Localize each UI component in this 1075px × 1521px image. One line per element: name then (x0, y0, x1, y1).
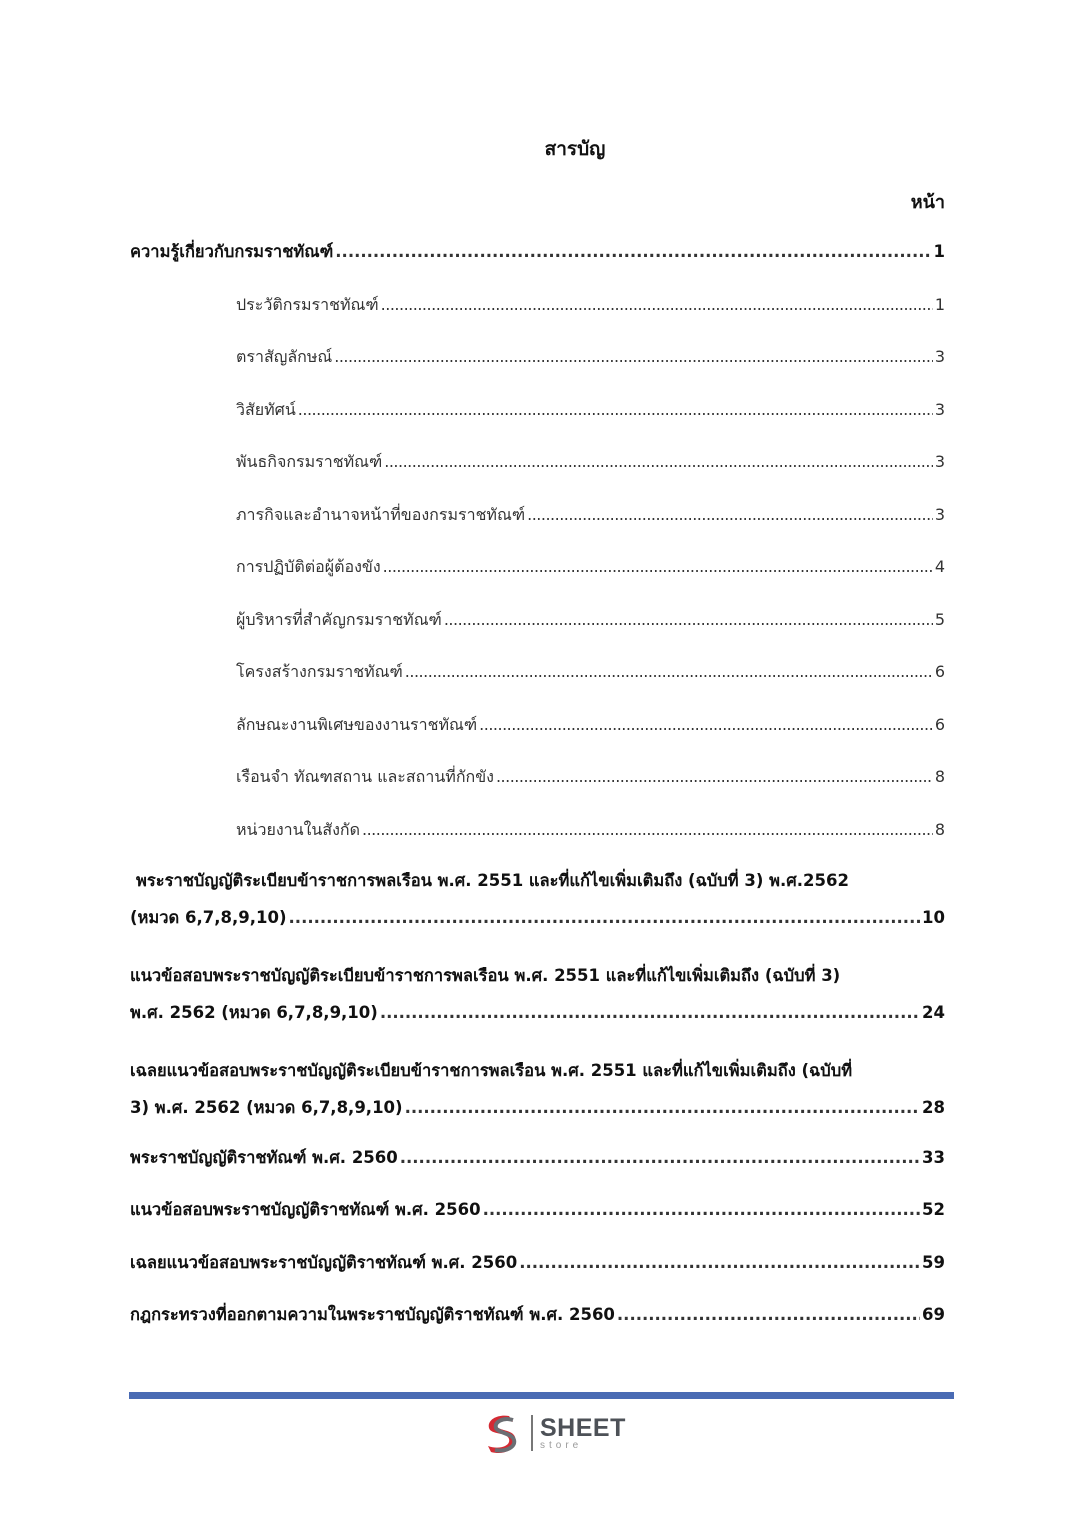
toc-entry-page: 28 (922, 1097, 945, 1117)
toc-entry-title-line2: พ.ศ. 2562 (หมวด 6,7,8,9,10) (130, 1002, 378, 1022)
toc-entry-page: 52 (922, 1200, 945, 1219)
toc-title: สารบัญ (544, 138, 606, 160)
toc-entry-multiline (130, 957, 945, 1031)
toc-entry-title: กฎกระทรวงที่ออกตามความในพระราชบัญญัติราชทัณฑ์ พ.ศ. 2560 (130, 1305, 615, 1324)
toc-subentry (236, 291, 945, 319)
toc-subentry (236, 658, 945, 686)
toc-entry-page: 6 (934, 714, 945, 734)
toc-entry-page: 1 (934, 294, 945, 314)
leader-dots (384, 448, 933, 476)
leader-dots (298, 396, 933, 424)
leader-dots (617, 1301, 920, 1329)
toc-entry-page: 69 (922, 1305, 945, 1324)
toc-entry-page: 3 (934, 504, 945, 524)
leader-dots (380, 995, 920, 1031)
toc-subentry (236, 501, 945, 529)
toc-entry-title: ตราสัญลักษณ์ (236, 347, 333, 366)
toc-entry-page: 24 (922, 1002, 945, 1022)
leader-dots (405, 1090, 920, 1126)
leader-dots (400, 1144, 920, 1172)
toc-subentry (236, 763, 945, 791)
toc-entry-title: ลักษณะงานพิเศษของงานราชทัณฑ์ (236, 714, 478, 734)
toc-entry-title: หน่วยงานในสังกัด (236, 819, 360, 839)
logo-word: SHEET (540, 1414, 626, 1442)
leader-dots (479, 711, 933, 739)
toc-subentry (236, 606, 945, 634)
leader-dots (444, 606, 933, 634)
sheet-store-logo-icon (479, 1410, 525, 1456)
toc-entry-title-line1: พระราชบัญญัติระเบียบข้าราชการพลเรือน พ.ศ. 2551 และที่แก้ไขเพิ่มเติมถึง (ฉบับที่ 3) พ.ศ.2562 (136, 870, 849, 890)
toc-entry-title-line1: เฉลยแนวข้อสอบพระราชบัญญัติระเบียบข้าราชการพลเรือน พ.ศ. 2551 และที่แก้ไขเพิ่มเติมถึง (ฉบับที่ (130, 1060, 853, 1080)
toc-entry-title: เฉลยแนวข้อสอบพระราชบัญญัติราชทัณฑ์ พ.ศ. 2560 (130, 1252, 518, 1272)
leader-dots (362, 816, 933, 844)
leader-dots (381, 291, 933, 319)
leader-dots (335, 238, 931, 266)
leader-dots (519, 1249, 920, 1277)
toc-entry-page: 59 (922, 1252, 945, 1272)
toc-subentry (236, 553, 945, 581)
toc-entry-page: 6 (934, 662, 945, 681)
toc-entry-title: โครงสร้างกรมราชทัณฑ์ (236, 662, 403, 681)
toc-entry-title: เรือนจำ ทัณฑสถาน และสถานที่กักขัง (236, 767, 494, 786)
leader-dots (334, 343, 933, 371)
toc-subentry (236, 396, 945, 424)
toc-entry-page: 8 (934, 819, 945, 839)
toc-entry-title: ผู้บริหารที่สำคัญกรมราชทัณฑ์ (236, 609, 442, 629)
leader-dots (405, 658, 933, 686)
toc-subentry (236, 448, 945, 476)
toc-entry-page: 3 (934, 347, 945, 366)
toc-entry-page: 4 (934, 557, 945, 576)
page-column-label: หน้า (910, 192, 945, 213)
toc-entry-title-line2: 3) พ.ศ. 2562 (หมวด 6,7,8,9,10) (130, 1097, 403, 1117)
toc-subentry (236, 711, 945, 739)
sheet-store-logo (479, 1410, 626, 1456)
footer-rule (129, 1392, 954, 1399)
logo-subtext: store (540, 1440, 583, 1451)
toc-entry-page: 5 (934, 609, 945, 629)
toc-entry-title: พันธกิจกรมราชทัณฑ์ (236, 452, 383, 471)
toc-entry-title: ภารกิจและอำนาจหน้าที่ของกรมราชทัณฑ์ (236, 504, 526, 524)
toc-entry-title: ประวัติกรมราชทัณฑ์ (236, 294, 379, 314)
table-of-contents (130, 238, 945, 1354)
toc-entry-title-line2: (หมวด 6,7,8,9,10) (130, 907, 287, 927)
toc-entry-page: 3 (934, 399, 945, 419)
leader-dots (483, 1196, 920, 1224)
leader-dots (383, 553, 933, 581)
toc-entry (130, 1144, 945, 1172)
toc-entry (130, 1196, 945, 1224)
leader-dots (527, 501, 933, 529)
toc-subentry (236, 343, 945, 371)
toc-entry-title: ความรู้เกี่ยวกับกรมราชทัณฑ์ (130, 242, 334, 261)
toc-entry-page: 8 (934, 767, 945, 786)
toc-entry (130, 238, 945, 266)
logo-text (531, 1415, 626, 1451)
toc-entry-title: แนวข้อสอบพระราชบัญญัติราชทัณฑ์ พ.ศ. 2560 (130, 1200, 481, 1219)
toc-entry-page: 33 (922, 1147, 945, 1167)
toc-entry-page: 3 (934, 452, 945, 471)
toc-entry (130, 1249, 945, 1277)
toc-entry-multiline (130, 862, 945, 936)
toc-entry (130, 1301, 945, 1329)
toc-entry-title: พระราชบัญญัติราชทัณฑ์ พ.ศ. 2560 (130, 1147, 398, 1167)
toc-entry-page: 10 (922, 907, 945, 927)
toc-entry-title-line1: แนวข้อสอบพระราชบัญญัติระเบียบข้าราชการพลเรือน พ.ศ. 2551 และที่แก้ไขเพิ่มเติมถึง (ฉบับที่ 3) (130, 965, 841, 985)
leader-dots (496, 763, 933, 791)
toc-entry-title: วิสัยทัศน์ (236, 399, 296, 419)
toc-entry-multiline (130, 1052, 945, 1126)
toc-subentry (236, 816, 945, 844)
toc-entry-title: การปฏิบัติต่อผู้ต้องขัง (236, 557, 381, 576)
toc-entry-page: 1 (933, 242, 945, 261)
leader-dots (289, 900, 921, 936)
